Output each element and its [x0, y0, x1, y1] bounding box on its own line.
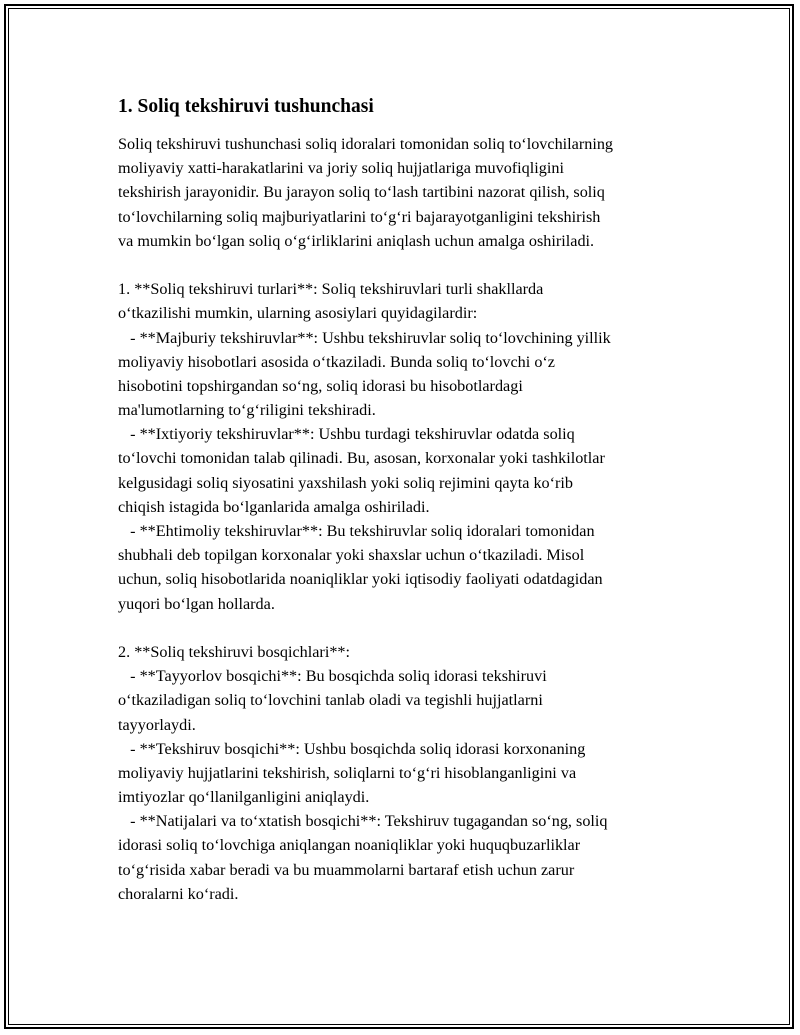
text-line: chiqish istagida bo‘lganlarida amalga oshiriladi. [118, 497, 430, 516]
text-line: - **Ixtiyoriy tekshiruvlar**: Ushbu turdagi tekshiruvlar odatda soliq [118, 425, 575, 444]
text-line: hisobotini topshirgandan so‘ng, soliq idorasi bu hisobotlardagi [118, 376, 523, 395]
paragraph-spacer [118, 253, 718, 277]
text-line: - **Majburiy tekshiruvlar**: Ushbu tekshiruvlar soliq to‘lovchining yillik [118, 328, 611, 347]
text-line: to‘lovchi tomonidan talab qilinadi. Bu, asosan, korxonalar yoki tashkilotlar [118, 449, 605, 468]
text-line: ma'lumotlarning to‘g‘riligini tekshiradi. [118, 401, 376, 420]
text-line: tekshirish jarayonidir. Bu jarayon soliq to‘lash tartibini nazorat qilish, soliq [118, 183, 605, 202]
intro-paragraph [118, 132, 718, 253]
text-line: to‘g‘risida xabar beradi va bu muammolarni bartaraf etish uchun zarur [118, 860, 575, 879]
text-line: o‘tkazilishi mumkin, ularning asosiylari quyidagilardir: [118, 304, 478, 323]
text-line: Soliq tekshiruvi tushunchasi soliq idoralari tomonidan soliq to‘lovchilarning [118, 135, 614, 153]
text-line: 2. **Soliq tekshiruvi bosqichlari**: [118, 642, 351, 661]
text-line: - **Natijalari va to‘xtatish bosqichi**: Tekshiruv tugagandan so‘ng, soliq [118, 812, 608, 831]
text-line: choralarni ko‘radi. [118, 884, 239, 903]
text-line: imtiyozlar qo‘llanilganligini aniqlaydi. [118, 788, 370, 807]
text-line: moliyaviy hisobotlari asosida o‘tkaziladi. Bunda soliq to‘lovchi o‘z [118, 352, 555, 371]
text-line: to‘lovchilarning soliq majburiyatlarini to‘g‘ri bajarayotganligini tekshirish [118, 207, 601, 226]
text-line: uchun, soliq hisobotlarida noaniqliklar yoki iqtisodiy faoliyati odatdagidan [118, 570, 603, 589]
text-line: moliyaviy xatti-harakatlarini va joriy soliq hujjatlariga muvofiqligini [118, 159, 564, 178]
text-line: yuqori bo‘lgan hollarda. [118, 594, 275, 613]
text-line: va mumkin bo‘lgan soliq o‘g‘irliklarini aniqlash uchun amalga oshiriladi. [118, 231, 595, 250]
document-body [118, 94, 718, 906]
text-line: - **Ehtimoliy tekshiruvlar**: Bu tekshiruvlar soliq idoralari tomonidan [118, 522, 595, 540]
text-line: o‘tkaziladigan soliq to‘lovchini tanlab oladi va tegishli hujjatlarni [118, 691, 543, 710]
text-line: tayyorlaydi. [118, 715, 196, 734]
text-line: shubhali deb topilgan korxonalar yoki shaxslar uchun o‘tkaziladi. Misol [118, 546, 585, 565]
text-line: kelgusidagi soliq siyosatini yaxshilash yoki soliq rejimini qayta ko‘rib [118, 473, 574, 492]
text-line: 1. **Soliq tekshiruvi turlari**: Soliq tekshiruvlari turli shakllarda [118, 280, 544, 299]
section-1-block [118, 277, 718, 616]
text-line: - **Tayyorlov bosqichi**: Bu bosqichda soliq idorasi tekshiruvi [118, 667, 547, 686]
text-line: moliyaviy hujjatlarini tekshirish, soliqlarni to‘g‘ri hisoblanganligini va [118, 763, 577, 782]
text-line: idorasi soliq to‘lovchiga aniqlangan noaniqliklar yoki huquqbuzarliklar [118, 836, 581, 855]
section-heading: 1. Soliq tekshiruvi tushunchasi [118, 96, 374, 117]
text-line: - **Tekshiruv bosqichi**: Ushbu bosqichda soliq idorasi korxonaning [118, 739, 586, 758]
section-2-block [118, 640, 718, 906]
paragraph-spacer [118, 616, 718, 640]
